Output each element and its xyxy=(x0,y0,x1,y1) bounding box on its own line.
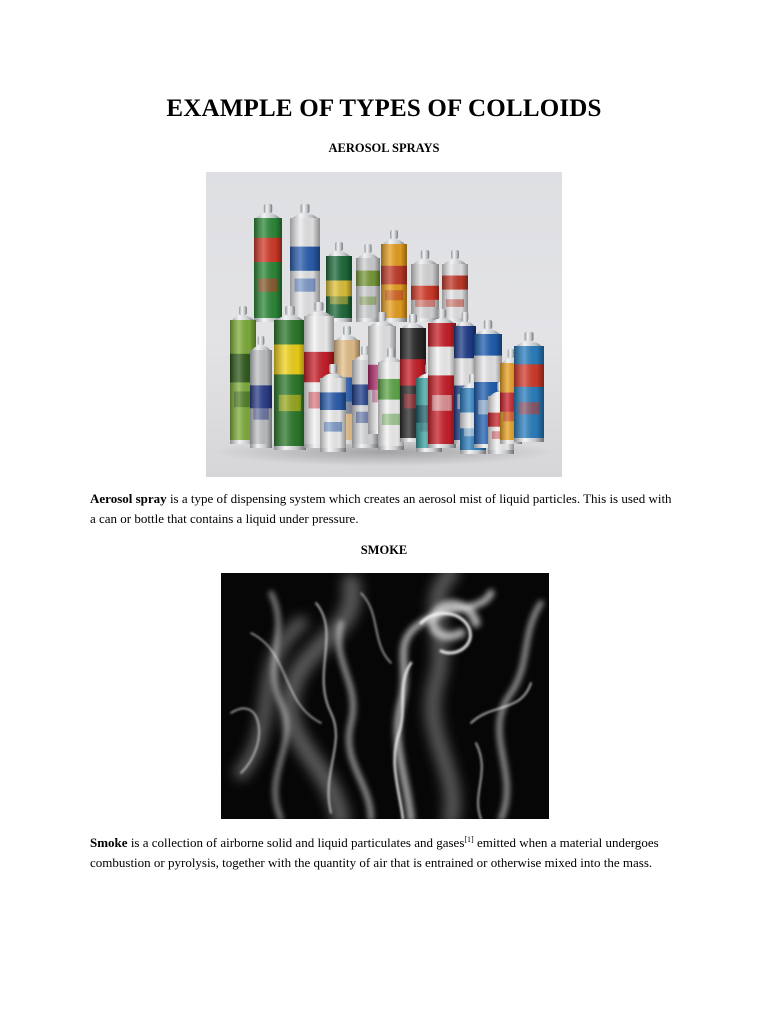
aerosol-description xyxy=(90,489,680,528)
smoke-description xyxy=(90,833,680,872)
aerosol-can xyxy=(250,336,272,448)
section-heading-aerosol-sprays: AEROSOL SPRAYS xyxy=(328,141,440,155)
aerosol-cans-photo xyxy=(206,172,562,477)
section-heading-smoke: SMOKE xyxy=(360,543,408,557)
smoke-photo xyxy=(221,573,549,819)
footnote-reference[interactable]: [1] xyxy=(464,835,474,844)
page-title: EXAMPLE OF TYPES OF COLLOIDS xyxy=(166,95,602,122)
aerosol-can xyxy=(411,250,439,322)
smoke-term: Smoke xyxy=(90,835,128,850)
aerosol-can xyxy=(326,242,352,322)
aerosol-can xyxy=(320,364,346,452)
aerosol-can xyxy=(254,204,282,322)
smoke-description-text-1: is a collection of airborne solid and liquid particulates and gases xyxy=(127,835,465,850)
aerosol-description-text: is a type of dispensing system which creates an aerosol mist of liquid particles. This is used with a can or bottle that contains a liquid under pressure. xyxy=(90,491,672,526)
aerosol-can xyxy=(274,306,306,450)
aerosol-can xyxy=(428,309,456,448)
aerosol-can xyxy=(514,332,544,442)
smoke-description-text-2: emitted when a material undergoes combustion or pyrolysis, together with the quantity of air that is entrained or otherwise mixed into the mass. xyxy=(90,835,659,870)
aerosol-term: Aerosol spray xyxy=(90,491,167,506)
aerosol-can xyxy=(356,244,380,322)
aerosol-can xyxy=(381,230,407,322)
